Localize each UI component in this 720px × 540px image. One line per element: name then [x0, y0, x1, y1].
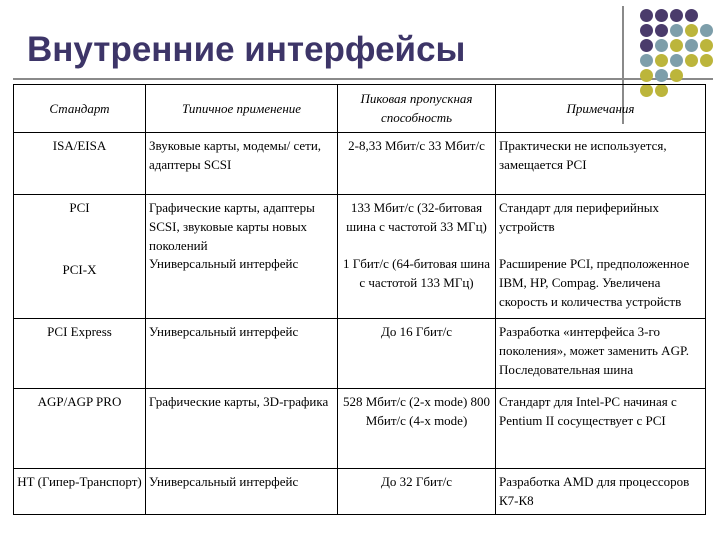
cell-usage: Универсальный интерфейс — [146, 469, 338, 515]
decor-dot — [640, 24, 653, 37]
cell-standard: PCI — [69, 200, 90, 215]
table-row — [14, 133, 706, 195]
cell-usage: Универсальный интерфейс — [146, 319, 338, 389]
decor-dot — [655, 9, 668, 22]
cell-usage: Звуковые карты, модемы/ сети, адаптеры SCSI — [146, 133, 338, 195]
cell-notes: Расширение PCI, предположенное IBM, HP, Compag. Увеличена скорость и количества устройств — [499, 256, 690, 309]
table-row — [14, 389, 706, 469]
cell-standard: ISA/EISA — [14, 133, 146, 195]
decor-horizontal-line — [13, 78, 713, 80]
decor-dot — [655, 24, 668, 37]
cell-bandwidth: До 32 Гбит/с — [338, 469, 496, 515]
cell-usage: Графические карты, 3D-графика — [146, 389, 338, 469]
table-row — [14, 469, 706, 515]
cell-standard: PCI Express — [14, 319, 146, 389]
decor-dot — [670, 54, 683, 67]
decor-dot — [700, 24, 713, 37]
cell-standard-group — [14, 195, 146, 319]
cell-standard: PCI-X — [62, 262, 97, 277]
decor-dot — [700, 54, 713, 67]
cell-standard: AGP/AGP PRO — [14, 389, 146, 469]
decor-dot — [685, 39, 698, 52]
interfaces-table — [13, 84, 706, 515]
decor-dot — [640, 69, 653, 82]
slide-title: Внутренние интерфейсы — [27, 30, 466, 69]
table-row — [14, 195, 706, 319]
cell-usage: Графические карты, адаптеры SCSI, звуковые карты новых поколений — [149, 200, 315, 253]
cell-usage-group — [146, 195, 338, 319]
table-row — [14, 319, 706, 389]
cell-bandwidth: До 16 Гбит/с — [338, 319, 496, 389]
cell-standard: HT (Гипер-Транспорт) — [14, 469, 146, 515]
cell-bandwidth: 528 Мбит/с (2-х mode) 800 Мбит/с (4-х mode) — [338, 389, 496, 469]
header-notes: Примечания — [496, 85, 706, 133]
header-usage: Типичное применение — [146, 85, 338, 133]
decor-dot — [670, 69, 683, 82]
decor-dot — [670, 24, 683, 37]
cell-bandwidth: 133 Мбит/с (32-битовая шина с частотой 33 МГц) — [346, 200, 487, 234]
decor-dot — [670, 9, 683, 22]
cell-bandwidth: 1 Гбит/с (64-битовая шина с частотой 133 МГц) — [342, 256, 491, 290]
cell-bandwidth-group — [338, 195, 496, 319]
decor-dot — [670, 39, 683, 52]
decor-dot — [655, 69, 668, 82]
cell-notes: Разработка AMD для процессоров К7-К8 — [496, 469, 706, 515]
decor-dot — [685, 54, 698, 67]
cell-notes: Стандарт для Intel-PC начиная с Pentium II сосуществует с PCI — [496, 389, 706, 469]
decor-dot — [640, 54, 653, 67]
cell-notes-group — [496, 195, 706, 319]
cell-usage: Универсальный интерфейс — [149, 256, 299, 271]
decor-dot — [685, 24, 698, 37]
cell-notes: Стандарт для периферийных устройств — [499, 200, 660, 234]
decor-dot — [655, 39, 668, 52]
cell-bandwidth: 2-8,33 Мбит/с 33 Мбит/с — [338, 133, 496, 195]
decor-dot — [640, 39, 653, 52]
header-standard: Стандарт — [14, 85, 146, 133]
decor-dot — [685, 9, 698, 22]
cell-notes: Практически не используется, замещается PCI — [496, 133, 706, 195]
decor-dot — [700, 39, 713, 52]
header-row — [14, 85, 706, 133]
decor-dot — [640, 9, 653, 22]
header-bandwidth: Пиковая пропускная способность — [338, 85, 496, 133]
cell-notes: Разработка «интерфейса 3-го поколения», может заменить AGP. Последовательная шина — [496, 319, 706, 389]
decor-dot — [655, 54, 668, 67]
